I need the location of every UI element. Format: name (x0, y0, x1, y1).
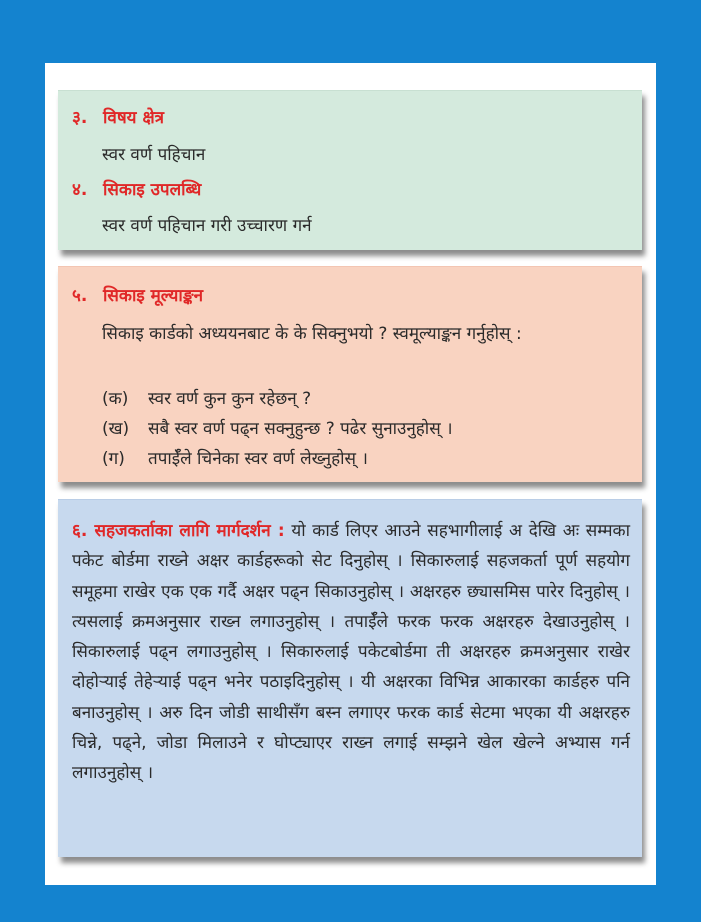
section-3-text: स्वर वर्ण पहिचान (102, 145, 206, 165)
section-6-heading: ६. सहजकर्ताका लागि मार्गदर्शन : (72, 521, 285, 541)
assessment-box (58, 266, 642, 482)
section-4-text: स्वर वर्ण पहिचान गरी उच्चारण गर्न (102, 216, 312, 236)
section-4-heading (72, 177, 201, 200)
section-3-title: विषय क्षेत्र (103, 108, 165, 128)
question-text: सबै स्वर वर्ण पढ्न सक्नुहुन्छ ? पढेर सुनाउनुहोस् । (148, 419, 453, 439)
question-item (102, 446, 368, 469)
question-label: (ख) (102, 419, 130, 439)
section-6-text: यो कार्ड लिएर आउने सहभागीलाई अ देखि अः सम्मका पकेट बोर्डमा राख्ने अक्षर कार्डहरूको सेट दिनुहोस् । सिकारुलाई सहजकर्ता पूर्ण सहयोग समूहमा राखेर एक एक गर्दै अक्षर पढ्न सिकाउनुहोस् । अक्षरहरु छ्यासमिस पारेर दिनुहोस् । त्यसलाई क्रमअनुसार राख्न लगाउनुहोस् । तपाईँले फरक फरक अक्षरहरु देखाउनुहोस् । सिकारुलाई पढ्न लगाउनुहोस् । सिकारुलाई पकेटबोर्डमा ती अक्षरहरु क्रमअनुसार राखेर दोहोऱ्याई तेहेऱ्याई पढ्न भनेर पठाइदिनुहोस् । यी अक्षरका विभिन्न आकारका कार्डहरु पनि बनाउनुहोस् । अरु दिन जोडी साथीसँग बस्न लगाएर फरक कार्ड सेटमा भएका यी अक्षरहरु चिन्ने, पढ्ने, जोडा मिलाउने र घोप्ट्याएर राख्न लगाई सम्झने खेल खेल्ने अभ्यास गर्न लगाउनुहोस् । (72, 521, 630, 784)
section-5-heading (72, 283, 203, 306)
section-5-intro: सिकाइ कार्डको अध्ययनबाट के के सिक्नुभयो ? स्वमूल्याङ्कन गर्नुहोस् : (102, 324, 522, 344)
section-5-title: सिकाइ मूल्याङ्कन (103, 286, 204, 306)
facilitator-guide-box (58, 499, 642, 857)
section-3-number: ३. (72, 108, 88, 128)
page-sheet (45, 63, 656, 885)
section-5-number: ५. (72, 286, 88, 306)
question-label: (ग) (102, 449, 125, 469)
question-text: स्वर वर्ण कुन कुन रहेछन् ? (148, 389, 312, 409)
section-3-heading (72, 105, 164, 128)
question-label: (क) (102, 389, 129, 409)
facilitator-guide-paragraph (72, 516, 630, 789)
objectives-box (58, 90, 642, 250)
section-4-title: सिकाइ उपलब्धि (103, 180, 202, 200)
question-item (102, 386, 311, 409)
question-text: तपाईँले चिनेका स्वर वर्ण लेख्नुहोस् । (148, 449, 368, 469)
question-item (102, 416, 453, 439)
section-4-number: ४. (72, 180, 88, 200)
